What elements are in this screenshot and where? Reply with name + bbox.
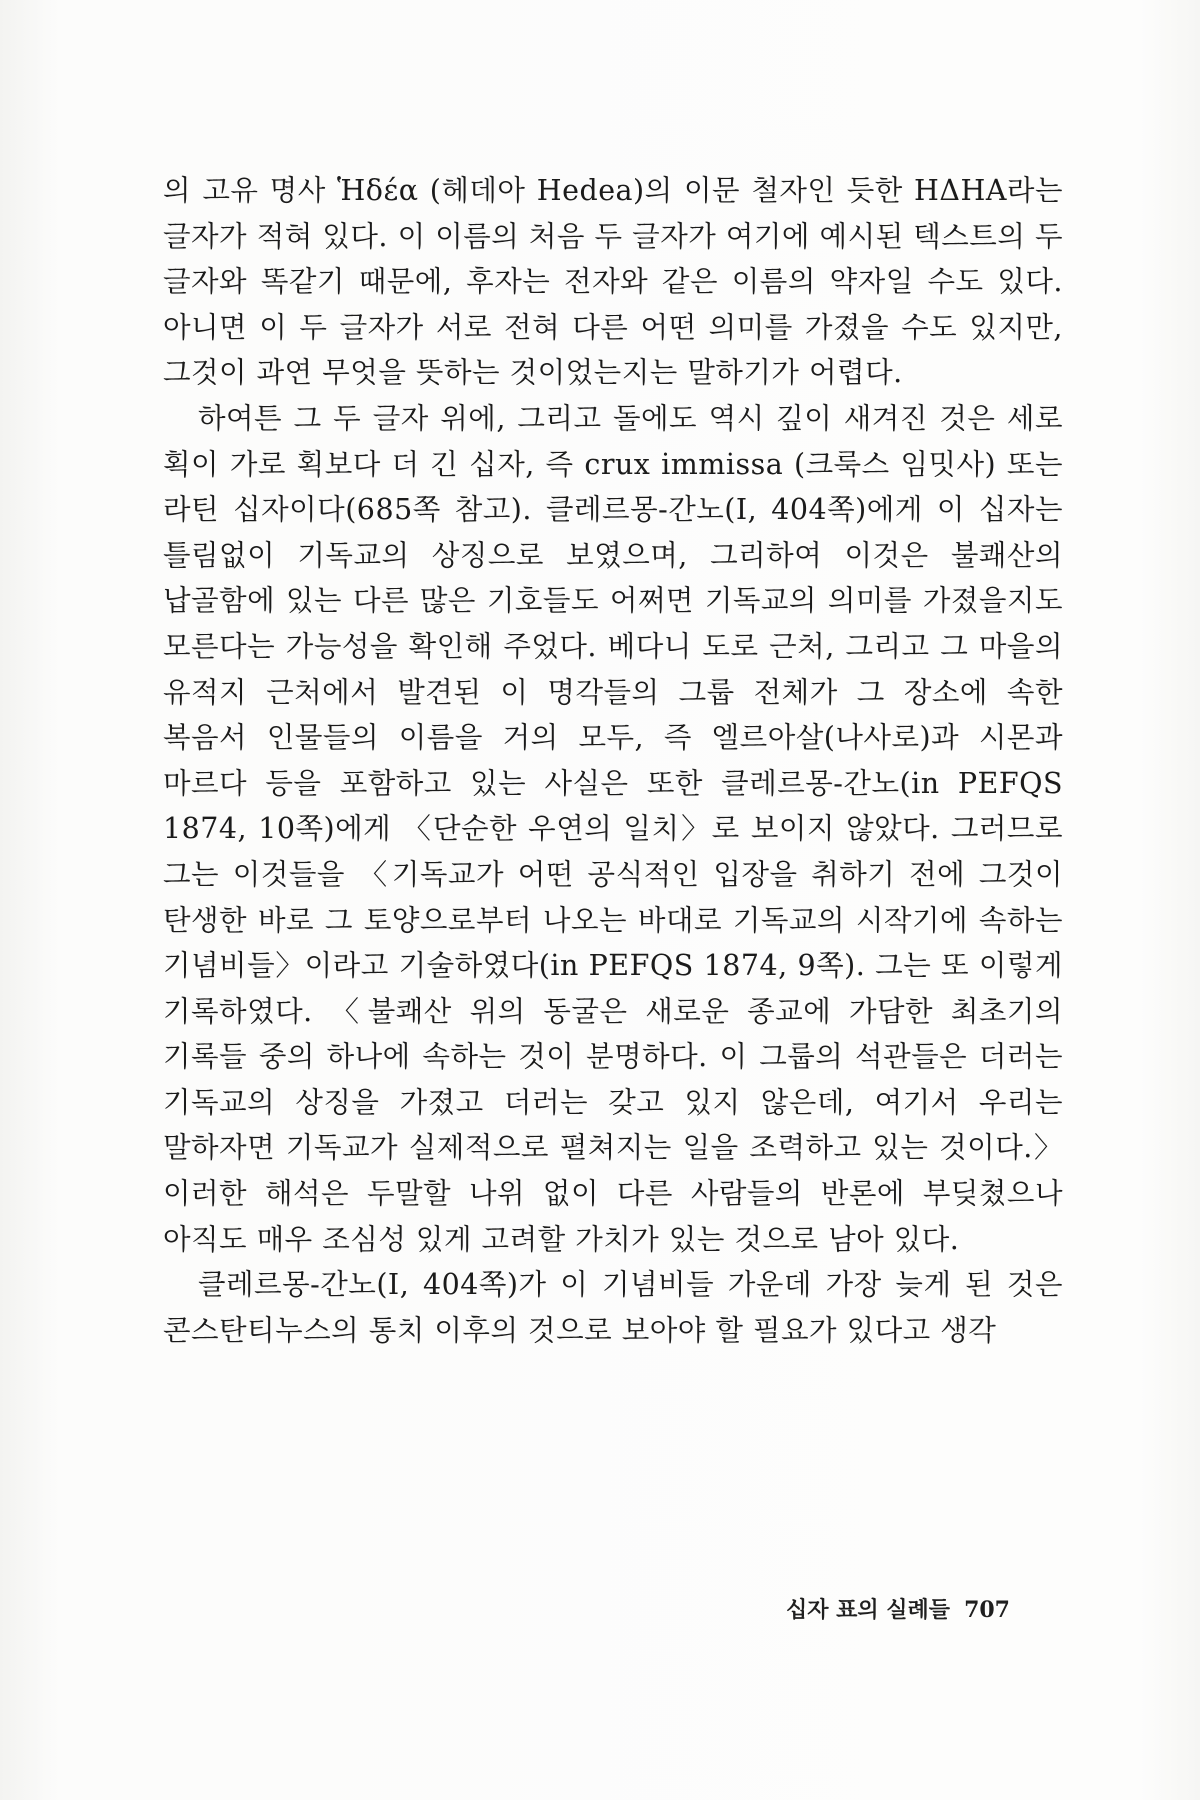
page-number: 707 [964, 1597, 1010, 1623]
paragraph-3: 클레르몽-간노(I, 404쪽)가 이 기념비들 가운데 가장 늦게 된 것은 콘스탄티누스의 통치 이후의 것으로 보아야 할 필요가 있다고 생각 [163, 1268, 1063, 1347]
page-footer [760, 1593, 1010, 1624]
running-title: 십자 표의 실례들 [785, 1598, 951, 1623]
body-text [163, 168, 1063, 1353]
paragraph-1: 의 고유 명사 Ἡδέα (헤데아 Hedea)의 이문 철자인 듯한 HΔHA라는 글자가 적혀 있다. 이 이름의 처음 두 글자가 여기에 예시된 텍스트의 두 글자와 똑같기 때문에, 후자는 전자와 같은 이름의 약자일 수도 있다. 아니면 이 두 글자가 서로 전혀 다른 어떤 의미를 가졌을 수도 있지만, 그것이 과연 무엇을 뜻하는 것이었는지는 말하기가 어렵다. [163, 174, 1063, 390]
paragraph-2: 하여튼 그 두 글자 위에, 그리고 돌에도 역시 깊이 새겨진 것은 세로 획이 가로 획보다 더 긴 십자, 즉 crux immissa (크룩스 임밋사) 또는 라틴 십자이다(685쪽 참고). 클레르몽-간노(I, 404쪽)에게 이 십자는 틀림없이 기독교의 상징으로 보였으며, 그리하여 이것은 불쾌산의 납골함에 있는 다른 많은 기호들도 어쩌면 기독교의 의미를 가졌을지도 모른다는 가능성을 확인해 주었다. 베다니 도로 근처, 그리고 그 마을의 유적지 근처에서 발견된 이 명각들의 그룹 전체가 그 장소에 속한 복음서 인물들의 이름을 거의 모두, 즉 엘르아살(나사로)과 시몬과 마르다 등을 포함하고 있는 사실은 또한 클레르몽-간노(in PEFQS 1874, 10쪽)에게 〈단순한 우연의 일치〉로 보이지 않았다. 그러므로 그는 이것들을 〈기독교가 어떤 공식적인 입장을 취하기 전에 그것이 탄생한 바로 그 토양으로부터 나오는 바대로 기독교의 시작기에 속하는 기념비들〉이라고 기술하였다(in PEFQS 1874, 9쪽). 그는 또 이렇게 기록하였다. 〈불쾌산 위의 동굴은 새로운 종교에 가담한 최초기의 기록들 중의 하나에 속하는 것이 분명하다. 이 그룹의 석관들은 더러는 기독교의 상징을 가졌고 더러는 갖고 있지 않은데, 여기서 우리는 말하자면 기독교가 실제적으로 펼쳐지는 일을 조력하고 있는 것이다.〉 이러한 해석은 두말할 나위 없이 다른 사람들의 반론에 부딪쳤으나 아직도 매우 조심성 있게 고려할 가치가 있는 것으로 남아 있다. [163, 401, 1063, 1256]
